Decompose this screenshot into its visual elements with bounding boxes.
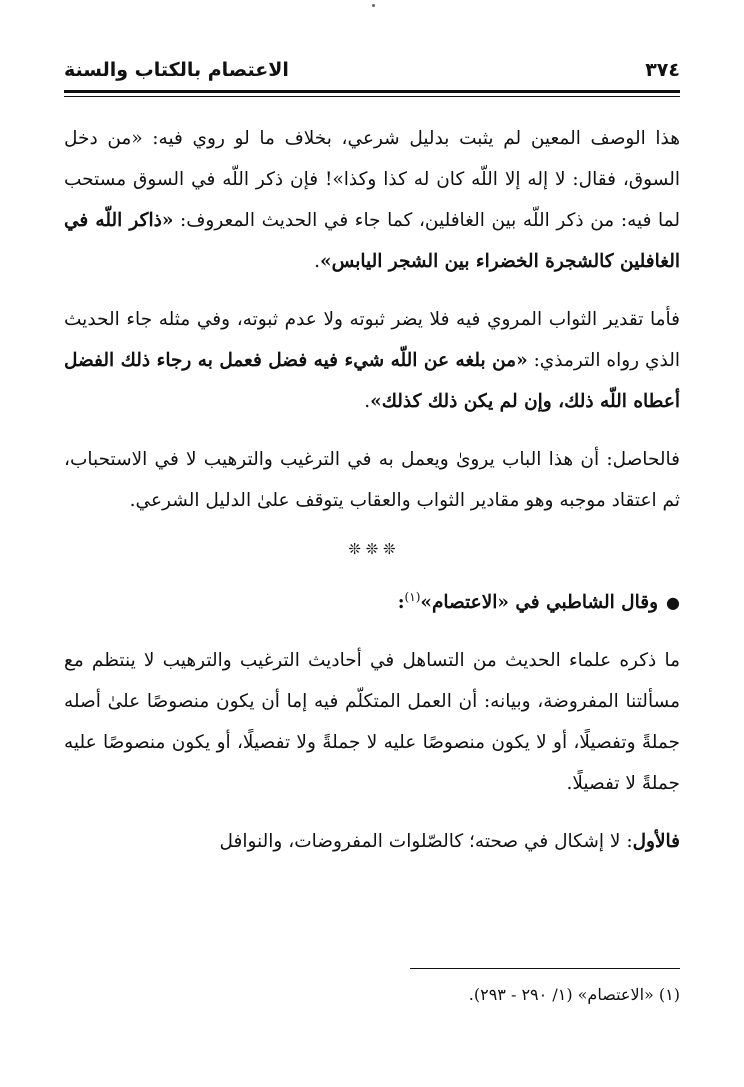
bullet-icon: ● [666,593,680,613]
header-rule-thick [64,90,680,93]
section-separator: ❊ ❊ ❊ [348,540,396,558]
paragraph-5-lead: فالأول [632,831,680,853]
section-heading [64,577,680,623]
paragraph-2-text: فأما تقدير الثواب المروي فيه فلا يضر ثبوته ولا عدم ثبوته، وفي مثله جاء الحديث الذي رواه الترمذي: [64,309,680,371]
paragraph-2 [64,299,680,422]
paragraph-5-text: : لا إشكال في صحته؛ كالصّلوات المفروضات، والنوافل [219,831,633,853]
section-heading-text: وقال الشاطبي في «الاعتصام» [420,592,659,614]
footnote-rule [410,968,680,969]
paragraph-1-end: . [314,251,321,272]
header-rule-thin [64,96,680,97]
footnote-ref: (١) [404,590,421,604]
paragraph-5 [64,821,680,862]
paragraph-4: ما ذكره علماء الحديث من التساهل في أحاديث الترغيب والترهيب لا ينتظم مع مسألتنا المفروضة، وبيانه: أن العمل المتكلّم فيه إما أن يكون منصوصًا علىٰ أصله جملةً وتفصيلًا، أو لا يكون منصوصًا عليه لا جملةً ولا تفصيلًا، أو يكون منصوصًا عليه جملةً لا تفصيلًا. [64,650,680,795]
page-number: ٣٧٤ [645,59,680,81]
paragraph-3: فالحاصل: أن هذا الباب يروىٰ ويعمل به في الترغيب والترهيب لا في الاستحباب، ثم اعتقاد موجبه وهو مقادير الثواب والعقاب يتوقف علىٰ الدليل الشرعي. [64,449,680,511]
paragraph-1-text: هذا الوصف المعين لم يثبت بدليل شرعي، بخلاف ما لو روي فيه: «من دخل السوق، فقال: لا إله إلا اللّه كان له كذا وكذا»! فإن ذكر اللّه في السوق مستحب لما فيه: من ذكر اللّه بين الغافلين، كما جاء في الحديث المعروف: [64,128,680,231]
footnote: (١) «الاعتصام» (١/ ٢٩٠ - ٢٩٣). [468,985,680,1004]
section-heading-colon: : [397,592,405,614]
paragraph-2-end: . [364,391,371,412]
hadith-quote-1: «ذاكر اللّه في الغافلين كالشجرة الخضراء بين الشجر اليابس» [64,210,680,272]
running-title: الاعتصام بالكتاب والسنة [64,59,289,81]
paragraph-1 [64,118,680,282]
scan-dot [372,4,375,7]
main-text [64,118,680,862]
page-header [64,52,680,88]
hadith-quote-2: «من بلغه عن اللّه شيء فيه فضل فعمل به رجاء ذلك الفضل أعطاه اللّه ذلك، وإن لم يكن ذلك كذلك» [64,350,680,412]
